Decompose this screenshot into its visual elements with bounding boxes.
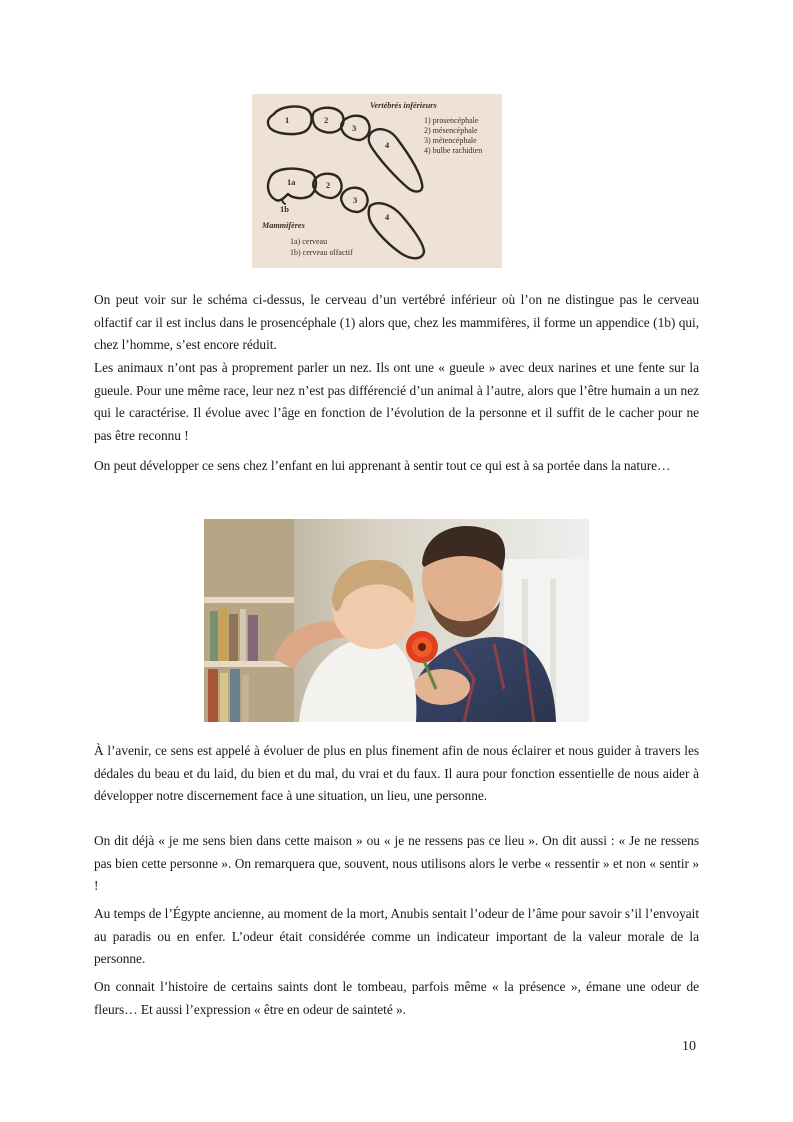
label-lower-2: 2	[324, 115, 329, 125]
label-mammal-3: 3	[353, 195, 358, 205]
paragraph-1: On peut voir sur le schéma ci-dessus, le cerveau d’un vertébré inférieur où l’on ne distingue pas le cerveau olfactif car il est inclus dans le prosencéphale (1) alors que, chez les mammifères, il forme un appendice (1b) qui, chez l’homme, s’est encore réduit.	[94, 292, 699, 353]
brain-diagram-figure	[252, 94, 502, 268]
label-mammal-1a: 1a	[287, 177, 296, 187]
label-mammal-4: 4	[385, 212, 390, 222]
lower-segment-1	[268, 107, 312, 135]
paragraph-3: On peut développer ce sens chez l’enfant en lui apprenant à sentir tout ce qui est à sa portée dans la nature…	[94, 458, 671, 473]
label-lower-3: 3	[352, 123, 357, 133]
label-1b: 1b	[280, 204, 289, 214]
paragraph-2: Les animaux n’ont pas à proprement parler un nez. Ils ont une « gueule » avec deux narines et une fente sur la gueule. Pour une même race, leur nez n’est pas différencié d’un animal à l’autre, alors que l’être humain a un nez qui le caractérise. Il évolue avec l’âge en fonction de l’évolution de la personne et il suffit de le cacher pour ne pas être reconnu !	[94, 360, 699, 443]
label-mammal-2: 2	[326, 180, 331, 190]
brain-diagram	[252, 94, 502, 268]
paragraph-5: On dit déjà « je me sens bien dans cette maison » ou « je ne ressens pas ce lieu ». On dit aussi : « Je ne ressens pas bien cette personne ». On remarquera que, souvent, nous utilisons alors le verbe « ressentir » et non « sentir » !	[94, 833, 699, 894]
legend-mammal-2: 1b) cerveau olfactif	[290, 248, 353, 257]
paragraph-6: Au temps de l’Égypte ancienne, au moment de la mort, Anubis sentait l’odeur de l’âme pour savoir s’il l’envoyait au paradis ou en enfer. L’odeur était considérée comme un indicateur important de la valeur morale de la personne.	[94, 906, 699, 967]
legend-lower-4: 4) bulbe rachidien	[424, 146, 483, 155]
paragraph-4: À l’avenir, ce sens est appelé à évoluer de plus en plus finement afin de nous éclairer et nous guider à travers les dédales du beau et du laid, du bien et du mal, du vrai et du faux. Il aura pour fonction essentielle de nous aider à développer notre discernement face à une situation, un lieu, une personne.	[94, 743, 699, 804]
legend-lower-3: 3) métencéphale	[424, 136, 477, 145]
lower-segment-4	[369, 129, 423, 191]
legend-lower-2: 2) mésencéphale	[424, 126, 478, 135]
label-lower-4: 4	[385, 140, 390, 150]
diagram-title-lower: Vertébrés inférieurs	[370, 101, 437, 110]
paragraph-7: On connait l’histoire de certains saints dont le tombeau, parfois même « la présence », émane une odeur de fleurs… Et aussi l’expression « être en odeur de sainteté ».	[94, 979, 699, 1017]
legend-mammal-1: 1a) cerveau	[290, 237, 328, 246]
father-child-flower-photo	[204, 519, 589, 722]
page-number: 10	[682, 1039, 696, 1054]
mammal-segment-4	[369, 203, 424, 258]
diagram-title-mammals: Mammifères	[262, 221, 305, 230]
label-lower-1: 1	[285, 115, 290, 125]
legend-lower-1: 1) prosencéphale	[424, 116, 479, 125]
photo-illustration	[204, 519, 589, 722]
